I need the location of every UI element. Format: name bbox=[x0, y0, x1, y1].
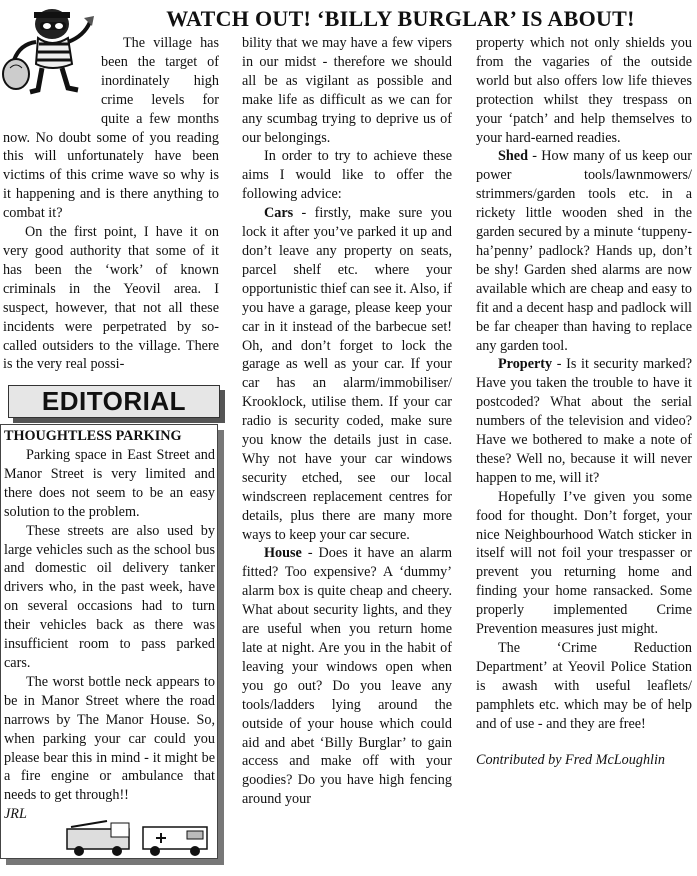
article-paragraph: property which not only shields you from the vagaries of the outside world but also offers low life thieves protection whilst they trespass on your ‘patch’ and help themselves to your hard-earned readies. bbox=[476, 35, 692, 146]
editorial-paragraph: Parking space in East Street and Manor Street is very limited and there does not seem to be an easy solution to the problem. bbox=[4, 447, 215, 520]
editorial-signature: JRL bbox=[4, 806, 27, 823]
house-heading: House bbox=[264, 545, 302, 562]
editorial-title: THOUGHTLESS PARKING bbox=[4, 428, 182, 444]
article-paragraph: The ‘Crime Reduction Department’ at Yeovil Police Station is awash with useful leaflets/ pamphlets etc. which may be of help and of use - and they are free! bbox=[476, 640, 692, 732]
cars-text: - firstly, make sure you lock it after you’ve parked it up and don’t leave any property on seats, parcel shelf etc. where your opportunistic thief can see it. Also, if you have a garage, please keep your car in it instead of the barbecue set! Oh, and don’t forget to lock the garage as well as your car. If your car has an alarm/immobiliser/ Krooklock, utilise them. If your car radio is security coded, make sure you know the details just in case. Why not have your car windows security etched, see our local windscreen replacement centres for details, plus there are many more ways to keep your car secure. bbox=[242, 205, 452, 543]
article-column-1 bbox=[3, 34, 219, 374]
ambulance-icon bbox=[143, 827, 207, 856]
editorial-paragraph: The worst bottle neck appears to be in Manor Street where the road narrows by The Manor House. So, when parking your car could you please bear this in mind - it might be a fire engine or ambulance that needs to get through!! bbox=[4, 673, 215, 804]
property-heading: Property bbox=[498, 356, 553, 373]
headline: WATCH OUT! ‘BILLY BURGLAR’ IS ABOUT! bbox=[166, 6, 635, 31]
house-text: - Does it have an alarm fitted? Too expensive? A ‘dummy’ alarm box is quite cheap and cheery. What about security lights, and they are useful when you return home late at night. Are you in the habit of leaving your windows open when you go out? Do you leave any tools/ladders lying around the outside of your house which could aid and abet ‘Billy Burglar’ to gain access and make off with your goodies? Do you have high fencing around your bbox=[242, 545, 452, 808]
article-credit: Contributed by Fred McLoughlin bbox=[476, 751, 666, 768]
editorial-paragraph: These streets are also used by large vehicles such as the school bus and domestic oil delivery tanker drivers who, in the past week, have on several occasions had to turn their vehicles back as there was insufficient room to pass parked cars. bbox=[4, 522, 215, 671]
editorial-box bbox=[0, 424, 218, 859]
shed-heading: Shed bbox=[498, 148, 528, 165]
shed-text: - How many of us keep our power tools/lawnmowers/ strimmers/garden tools etc. in a rickety little wooden shed in the garden secured by a minute ‘tuppeny-ha’penny’ padlock? Hands up, don’t be shy! Garden shed alarms are now available which are cheap and easy to fit and a decent hasp and padlock will be far cheaper than having to replace any garden tool. bbox=[476, 148, 692, 354]
cars-paragraph bbox=[242, 204, 452, 544]
article-paragraph: bility that we may have a few vipers in our midst - therefore we should all be as vigilant as possible and make life as difficult as we can for any scumbag trying to deprive us of our belongings. bbox=[242, 35, 452, 146]
article-paragraph: Hopefully I’ve given you some food for thought. Don’t forget, your nice Neighbourhood Watch sticker in itself will not foil your trespasser or prevent you returning home and finding your home ransacked. Some properly implemented Crime Prevention measures just might. bbox=[476, 488, 692, 638]
article-column-3 bbox=[476, 34, 692, 864]
article-column-2 bbox=[242, 34, 452, 864]
cars-heading: Cars bbox=[264, 205, 294, 222]
editorial-column bbox=[4, 427, 215, 824]
property-paragraph bbox=[476, 355, 692, 487]
property-text: - Is it security marked? Have you taken the trouble to have it postcoded? What about the serial numbers of the television and video? Have we bothered to make a note of these? Well no, because it will never happen to me, will it? bbox=[476, 356, 692, 486]
house-paragraph bbox=[242, 544, 452, 809]
illustration-space bbox=[3, 34, 101, 126]
shed-paragraph bbox=[476, 147, 692, 355]
article-paragraph: On the first point, I have it on very good authority that some of it has been the ‘work’ of known criminals in the Yeovil area. I suspect, however, that not all these incidents were perpetrated by so-called outsiders to the village. There is the very real possi- bbox=[3, 224, 219, 373]
fire-engine-icon bbox=[63, 817, 213, 859]
article-paragraph: The village has been the target of inordinately high crime levels for quite a few months now. No doubt some of you reading this will unfortunately have been victims of this crime wave so why is it happening and is there anything to combat it? bbox=[3, 35, 219, 222]
article-paragraph: In order to try to achieve these aims I would like to offer the following advice: bbox=[242, 148, 452, 203]
editorial-banner: EDITORIAL bbox=[8, 385, 220, 418]
